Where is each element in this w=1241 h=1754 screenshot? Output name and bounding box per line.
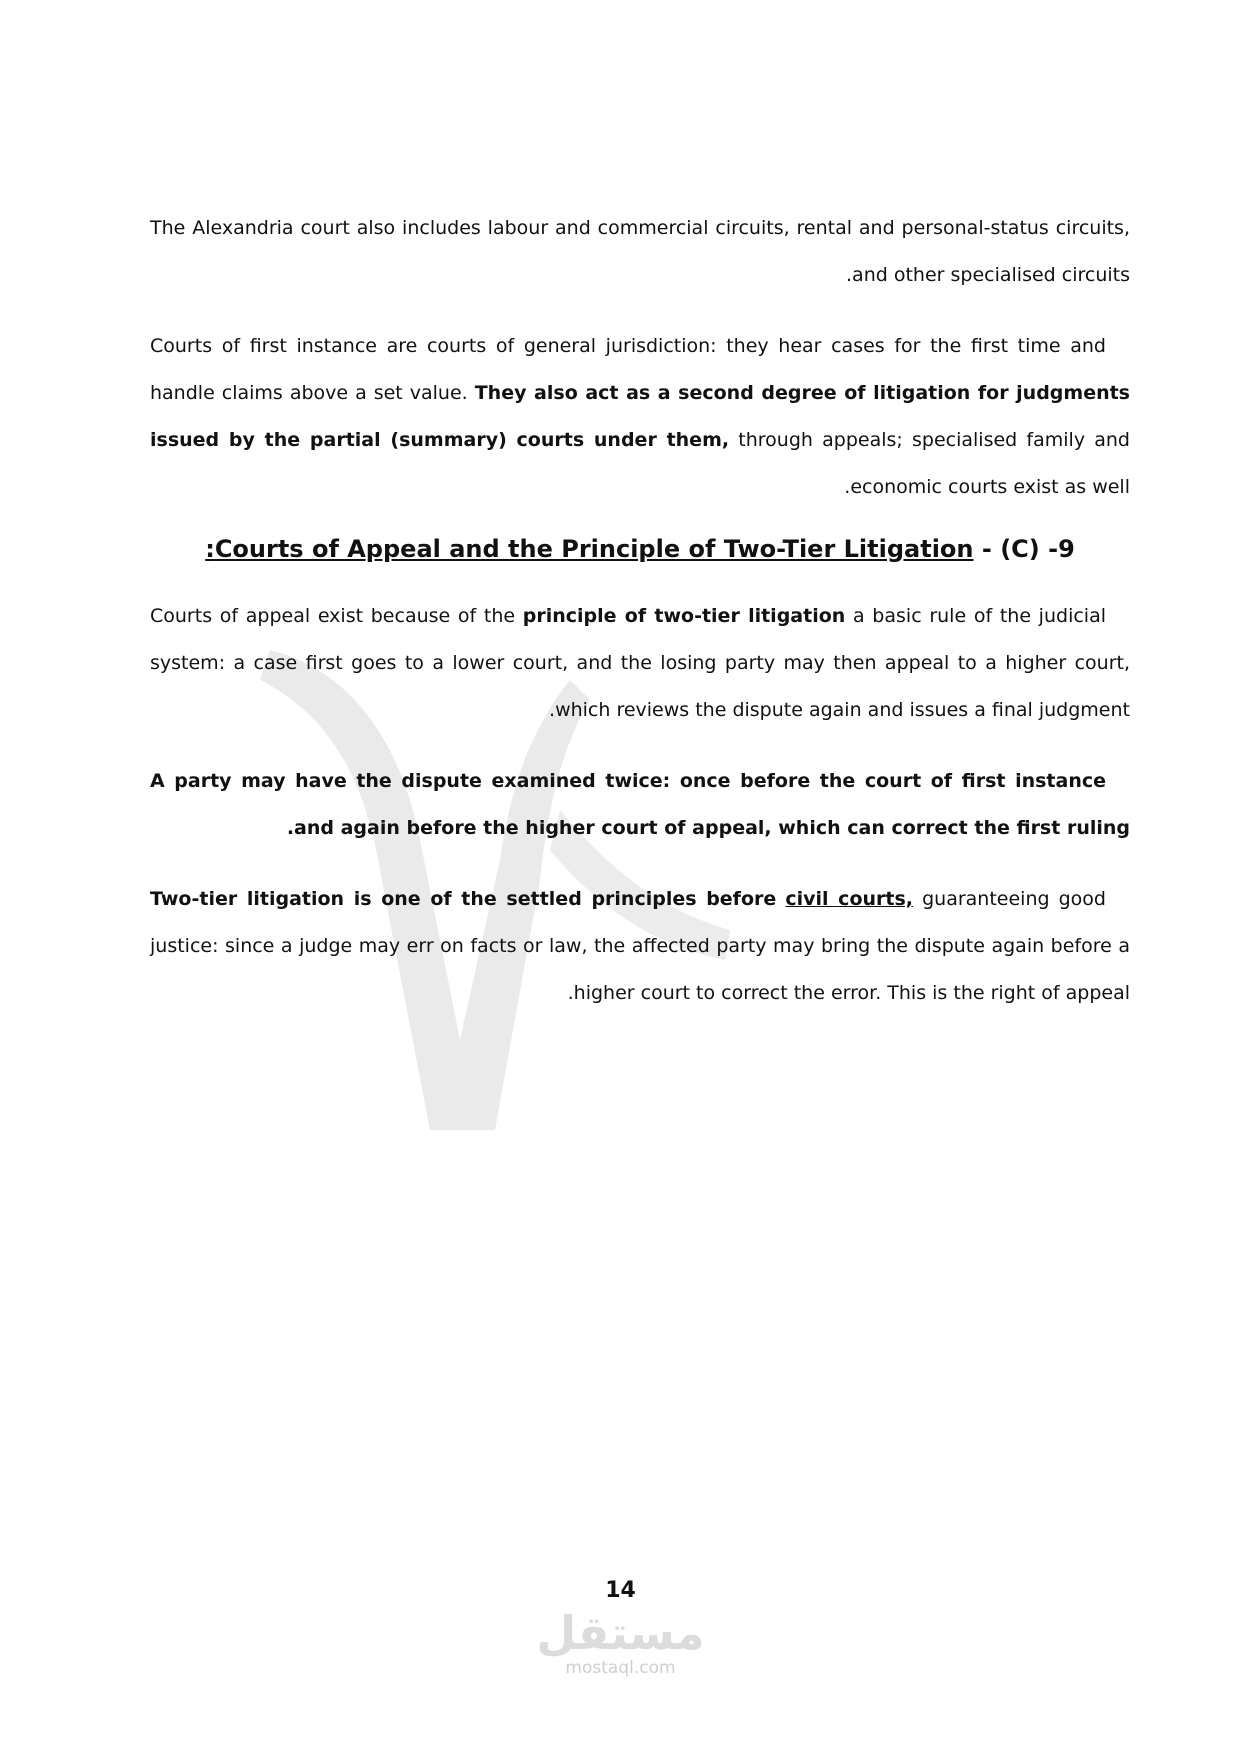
paragraph-first-instance-courts [150,323,1130,511]
underlined-term: civil courts, [785,888,914,910]
paragraph-text: through appeals; specialised family and economic courts exist as well. [738,429,1130,498]
paragraph-text: The Alexandria court also includes labour and commercial circuits, rental and personal-status circuits, and other specialised circuits. [150,217,1130,286]
brand-logo: مستقل [536,1606,705,1660]
brand-url: mostaql.com [565,1658,676,1678]
section-heading [150,535,1130,563]
paragraph-appeal-courts [150,593,1130,734]
paragraph-text: Courts of appeal exist because of the [150,605,516,627]
brand-watermark [0,1606,1241,1678]
paragraph-text: A party may have the dispute examined twice: once before the court of first instance and again before the higher court of appeal, which can correct the first ruling. [150,770,1130,839]
page-number: 14 [605,1578,636,1603]
paragraph-text: a basic rule of the judicial system: a case first goes to a lower court, and the losing party may then appeal to a higher court, which reviews the dispute again and issues a final judgment. [150,605,1130,721]
bold-emphasis: Two-tier litigation is one of the settled principles before [150,888,777,910]
bold-emphasis: principle of two-tier litigation [522,605,846,627]
document-body [150,205,1130,1041]
paragraph-two-tier-principle [150,876,1130,1017]
paragraph-text: Courts of first instance are courts of general jurisdiction: they hear cases for the first time and handle claims above a set value. [150,335,1106,404]
heading-title: Courts of Appeal and the Principle of Two-Tier Litigation: [205,535,974,563]
bold-emphasis: They also act as a second degree of litigation for judgments issued by the partial (summary) courts under them, [150,382,1130,451]
heading-number: 9- (C) - [981,535,1075,563]
paragraph-right-of-review [150,758,1130,852]
paragraph-text: guaranteeing good justice: since a judge may err on facts or law, the affected party may bring the dispute again before a higher court to correct the error. This is the right of appeal. [150,888,1130,1004]
paragraph-alexandria-circuits [150,205,1130,299]
